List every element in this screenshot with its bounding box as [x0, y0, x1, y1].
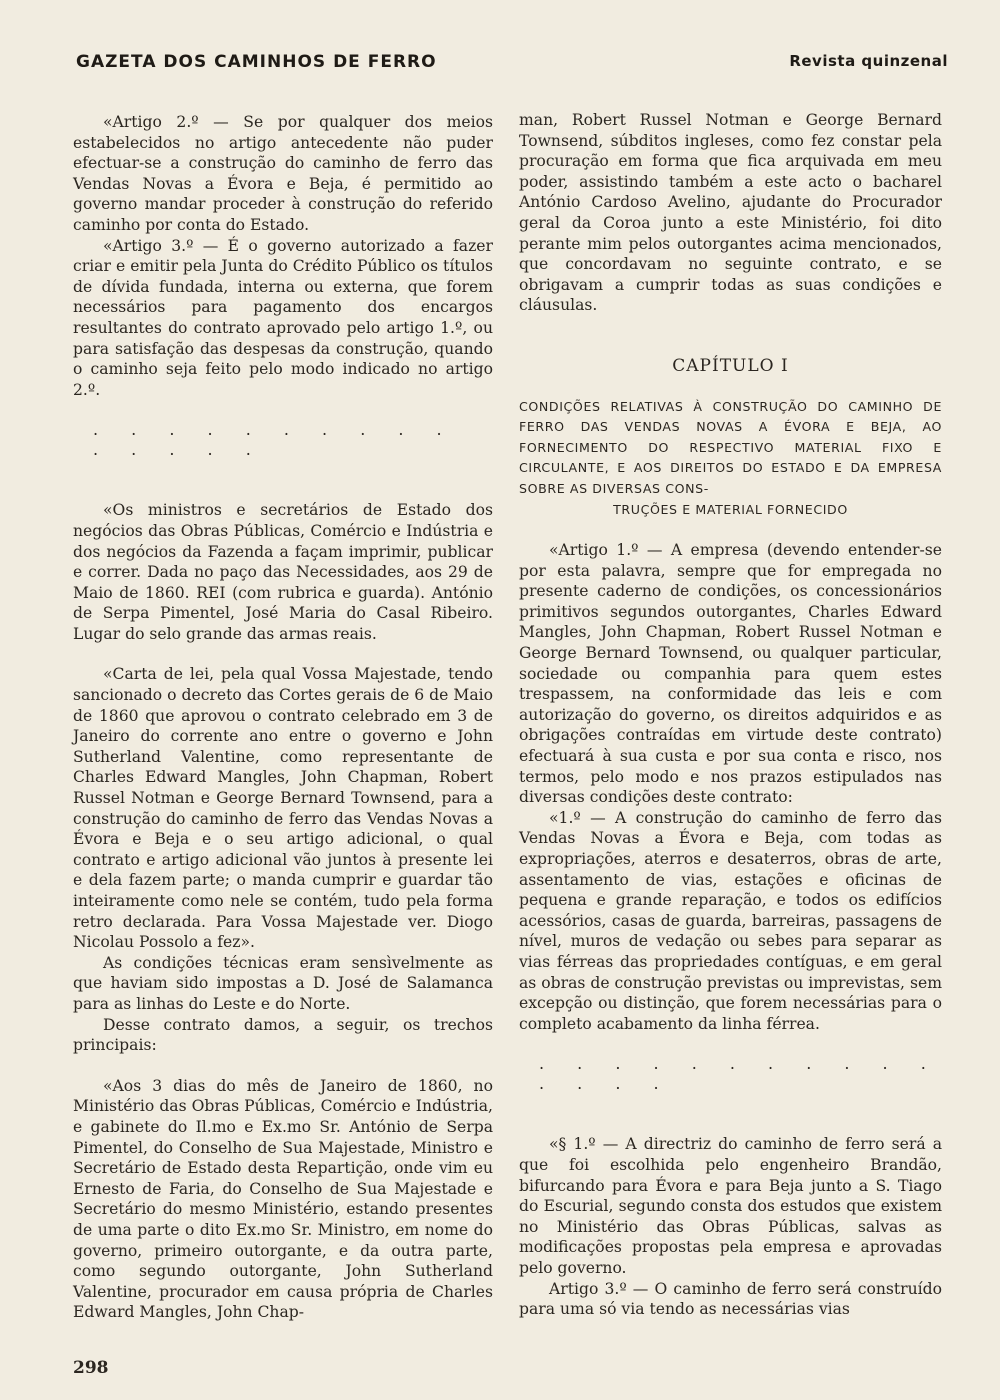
page-number: 298 — [73, 1358, 109, 1378]
left-column — [73, 112, 493, 1323]
section-heading: CONDIÇÕES RELATIVAS À CONSTRUÇÃO DO CAMINHO DE FERRO DAS VENDAS NOVAS A ÉVORA E BEJA, AO FORNECIMENTO DO RESPECTIVO MATERIAL FIXO E CIRCULANTE, E AOS DIREITOS DO ESTADO E DA EMPRESA SOBRE AS DIVERSAS CONS- — [519, 398, 942, 496]
paragraph-artigo-2: «Artigo 2.º — Se por qualquer dos meios estabelecidos no artigo antecedente não puder efectuar-se a construção do caminho de ferro das Vendas Novas a Évora e Beja, é permitido ao governo mandar proceder à construção do referido caminho por conta do Estado. — [73, 113, 493, 234]
paragraph-contrato-continued: man, Robert Russel Notman e George Bernard Townsend, súbditos ingleses, como fez constar pela procuração em forma que fica arquivada em meu poder, assistindo também a este acto o bacharel António Cardoso Avelino, ajudante do Procurador geral da Coroa junto a este Ministério, foi dito perante mim pelos outorgantes acima mencionados, que concordavam no seguinte contrato, e se obrigavam a cumprir todas as suas condições e cláusulas. — [519, 111, 942, 315]
paragraph-artigo-3: «Artigo 3.º — É o governo autorizado a fazer criar e emitir pela Junta do Crédito Público os títulos de dívida fundada, interna ou externa, que forem necessários para pagamento dos encargos resultantes do contrato aprovado pelo artigo 1.º, ou para satisfação das despesas da construção, quando o caminho seja feito pelo modo indicado no artigo 2.º. — [73, 236, 493, 399]
paragraph-carta-de-lei: «Carta de lei, pela qual Vossa Majestade, tendo sancionado o decreto das Cortes gerais de 6 de Maio de 1860 que aprovou o contrato celebrado em 3 de Janeiro do corrente ano entre o governo e John Sutherland Valentine, como representante de Charles Edward Mangles, John Chapman, Robert Russel Notman e George Bernard Townsend, para a construção do caminho de ferro das Vendas Novas a Évora e Beja e o seu artigo adicional, o qual contrato e artigo adicional vão juntos à presente lei e dela fazem parte; o manda cumprir e guardar tão inteiramente como nele se contém, tudo pela forma retro declarada. Para Vossa Majestade ver. Diogo Nicolau Possolo a fez». — [73, 665, 493, 952]
paragraph-paragrafo-1: «§ 1.º — A directriz do caminho de ferro será a que foi escolhida pelo engenheiro Brandão, bifurcando para Évora e para Beja junto a S. Tiago do Escurial, segundo consta dos estudos que existem no Ministério das Obras Públicas, salvas as modificações propostas pela empresa e aprovadas pelo governo. — [519, 1135, 942, 1277]
paragraph-item-1: «1.º — A construção do caminho de ferro das Vendas Novas a Évora e Beja, com todas as expropriações, aterros e desaterros, obras de arte, assentamento de vias, estações e oficinas de pequena e grande reparação, e todos os edifícios acessórios, casas de guarda, barreiras, passagens de nível, muros de vedação ou sebes para separar as vias férreas das propriedades contíguas, e em geral as obras de construção previstas ou imprevistas, sem excepção ou distinção, que forem necessárias para o completo acabamento da linha férrea. — [519, 808, 942, 1033]
paragraph-artigo-1: «Artigo 1.º — A empresa (devendo entender-se por esta palavra, sempre que for empregada no presente caderno de condições, os concessionários primitivos segundos outorgantes, Charles Edward Mangles, John Chapman, Robert Russel Notman e George Bernard Townsend, ou qualquer particular, sociedade ou companhia para quem estes trespassem, na conformidade das leis e com autorização do governo, os direitos adquiridos e as obrigações contraídas em virtude deste contrato) efectuará à sua custa e por sua conta e risco, nos termos, pelo modo e nos prazos estipulados nas diversas condições deste contrato: — [519, 541, 942, 807]
paragraph-ministros: «Os ministros e secretários de Estado dos negócios das Obras Públicas, Comércio e Indústria e dos negócios da Fazenda a façam imprimir, publicar e correr. Dada no paço das Necessidades, aos 29 de Maio de 1860. REI (com rubrica e guarda). António de Serpa Pimentel, José Maria do Casal Ribeiro. Lugar do selo grande das armas reais. — [73, 501, 493, 643]
section-heading-end: TRUÇÕES E MATERIAL FORNECIDO — [613, 501, 848, 517]
paragraph-artigo-3-right: Artigo 3.º — O caminho de ferro será construído para uma só via tendo as necessárias vias — [519, 1279, 942, 1319]
paragraph-condicoes-tecnicas: As condições técnicas eram sensìvelmente as que haviam sido impostas a D. José de Salamanca para as linhas do Leste e do Norte. — [73, 953, 493, 1013]
ellipsis-separator: . . . . . . . . . . . . . . . — [93, 420, 456, 460]
right-column — [519, 110, 942, 1320]
journal-title: GAZETA DOS CAMINHOS DE FERRO — [76, 52, 437, 72]
ellipsis-separator-right: . . . . . . . . . . . . . . . — [539, 1054, 940, 1094]
journal-subtitle: Revista quinzenal — [789, 52, 948, 70]
paragraph-contrato: «Aos 3 dias do mês de Janeiro de 1860, no Ministério das Obras Públicas, Comércio e Indústria, e gabinete do Il.mo e Ex.mo Sr. António de Serpa Pimentel, do Conselho de Sua Majestade, Ministro e Secretário de Estado desta Repartição, onde vim eu Ernesto de Faria, do Conselho de Sua Majestade e Secretário do mesmo Ministério, estando presentes de uma parte o dito Ex.mo Sr. Ministro, em nome do governo, primeiro outorgante, e da outra parte, como segundo outorgante, John Sutherland Valentine, procurador em causa própria de Charles Edward Mangles, John Chap- — [73, 1076, 493, 1322]
chapter-heading: CAPÍTULO I — [672, 355, 789, 376]
paragraph-trechos: Desse contrato damos, a seguir, os trechos principais: — [73, 1015, 493, 1055]
